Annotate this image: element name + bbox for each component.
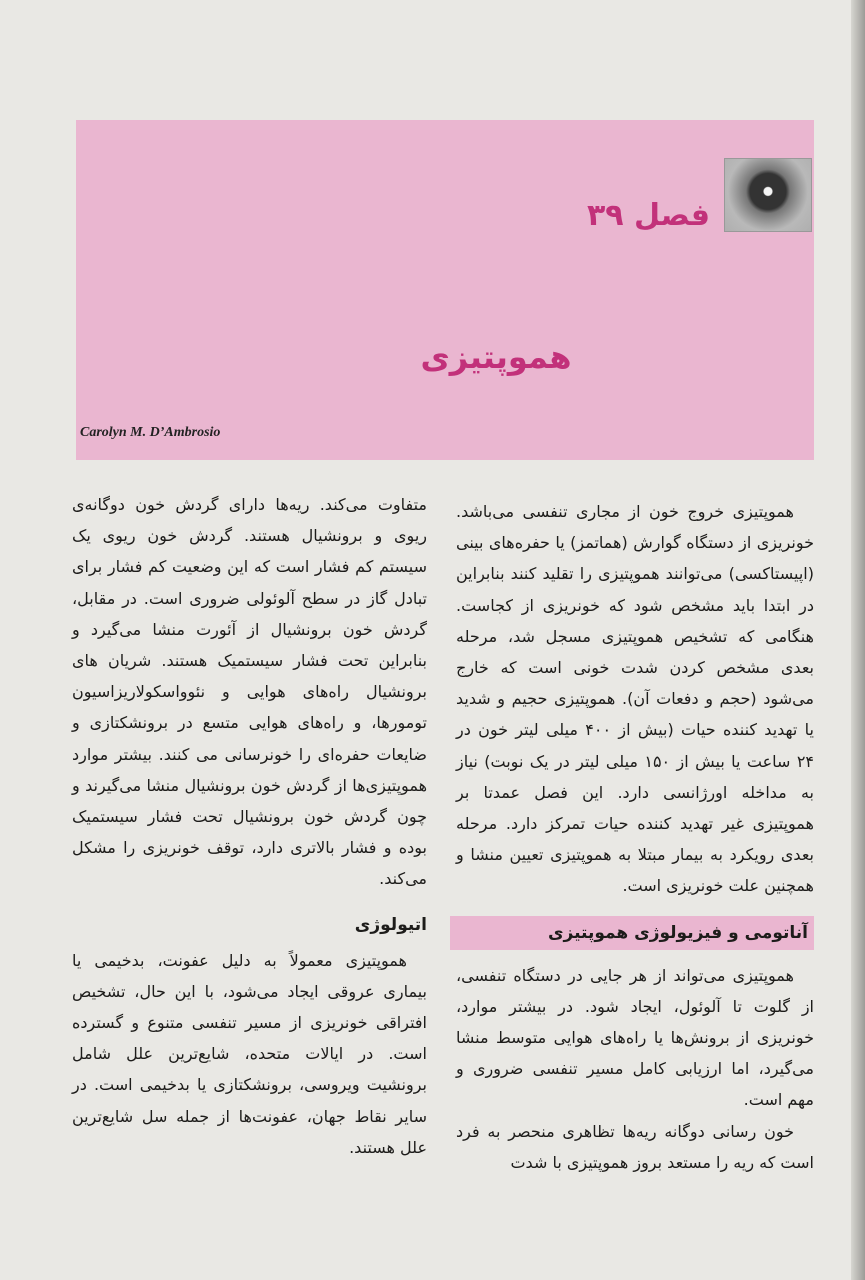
chapter-author: Carolyn M. D’Ambrosio: [80, 425, 221, 440]
chapter-header-box: [76, 120, 814, 460]
left-column: [72, 489, 427, 1163]
chapter-number: فصل ۳۹: [586, 198, 710, 233]
anatomy-paragraph-2: خون رسانی دوگانه ریه‌ها تظاهری منحصر به فرد است که ریه را مستعد بروز هموپتیزی با شدت: [456, 1121, 814, 1172]
intro-paragraph: هموپتیزی خروج خون از مجاری تنفسی می‌باشد. خونریزی از دستگاه گوارش (هماتمز) یا حفره‌های بینی (اپیستاکسی) می‌توانند هموپتیزی را تقلید کنند بنابراین در ابتدا باید مشخص شود که خونریزی از کجاست. هنگامی که تشخیص هموپتیزی مسجل شد، مرحله بعدی مشخص کردن شدت خونی است که خارج می‌شود (حجم و دفعات آن). هموپتیزی حجیم و شدید یا تهدید کننده حیات (بیش از ۴۰۰ میلی لیتر خون در ۲۴ ساعت یا بیش از ۱۵۰ میلی لیتر در یک نوبت) نیاز به مداخله اورژانسی دارد. این فصل عمدتا بر هموپتیزی غیر تهدید کننده حیات تمرکز دارد. مرحله بعدی رویکرد به بیمار مبتلا به هموپتیزی تعیین منشا و همچنین علت خونریزی است.: [456, 502, 814, 896]
anatomy-paragraph-1: هموپتیزی می‌تواند از هر جایی در دستگاه تنفسی، از گلوت تا آلوئول، ایجاد شود. در بیشتر موارد، خونریزی از برونش‌ها یا راه‌های هوایی متوسط منشا می‌گیرد، اما ارزیابی کامل مسیر تنفسی ضروری و مهم است.: [456, 965, 814, 1110]
chapter-title: هموپتیزی: [420, 338, 572, 376]
section-heading-anatomy: آناتومی و فیزیولوژی هموپتیزی: [450, 916, 814, 950]
section-heading-etiology: اتیولوژی: [354, 914, 427, 935]
right-column: [456, 496, 814, 1178]
circulation-paragraph: متفاوت می‌کند. ریه‌ها دارای گردش خون دوگانه‌ی ریوی و برونشیال هستند. گردش خون ریوی یک سیستم کم فشار است که این وضعیت کم فشار برای تبادل گاز در سطح آلوئولی ضروری است. در مقابل، گردش خون برونشیال از آئورت منشا می‌گیرد و بنابراین تحت فشار سیستمیک هستند. شریان های برونشیال راه‌های هوایی و نئوواسکولاریزاسیون تومورها، و راه‌های هوایی متسع در برونشکتازی و ضایعات حفره‌ای را خونرسانی می کنند. بیشتر موارد هموپتیزی‌ها از گردش خون برونشیال منشا می‌گیرند و چون گردش خون برونشیال تحت فشار سیستمیک بوده و فشار بالاتری دارد، توقف خونریزی را مشکل می‌کند.: [72, 495, 427, 889]
chapter-thumbnail-image: [724, 158, 812, 232]
page-edge: [851, 0, 865, 1280]
etiology-paragraph: هموپتیزی معمولاً به دلیل عفونت، بدخیمی یا بیماری عروقی ایجاد می‌شود، با این حال، تشخیص افتراقی خونریزی از مسیر تنفسی متنوع و گسترده است. در ایالات متحده، شایع‌ترین علل شامل برونشیت ویروسی، برونشکتازی یا بدخیمی است. در سایر نقاط جهان، عفونت‌ها از جمله سل شایع‌ترین علل هستند.: [72, 950, 427, 1157]
